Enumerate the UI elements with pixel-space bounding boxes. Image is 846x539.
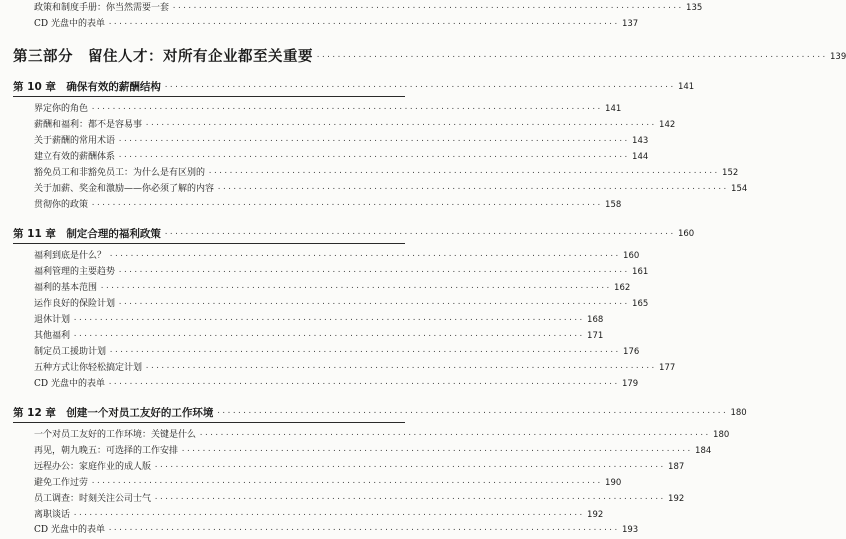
toc-entry-page: 192: [668, 494, 685, 504]
toc-entry: [34, 17, 639, 31]
dot-leader: ··································································································: [181, 447, 693, 455]
toc-entry: [34, 249, 640, 263]
dot-leader: ··································································································: [145, 121, 657, 129]
toc-entry: [34, 460, 685, 474]
toc-entry-title: 福利的基本范围: [34, 283, 98, 293]
chapter-rule: [13, 422, 405, 423]
toc-entry-page: 160: [623, 251, 640, 261]
toc-entry-title: CD 光盘中的表单: [34, 379, 105, 389]
toc-entry-page: 161: [632, 267, 649, 277]
chapter-heading: [13, 226, 695, 242]
toc-entry: [34, 361, 676, 375]
part-title: 第三部分 留住人才：对所有企业都至关重要: [13, 49, 313, 65]
toc-entry-page: 162: [614, 283, 631, 293]
toc-entry: [34, 508, 604, 522]
toc-entry: [34, 166, 739, 180]
dot-leader: ··································································································: [91, 479, 603, 487]
toc-entry-page: 158: [605, 200, 622, 210]
toc-entry: [34, 1, 703, 15]
toc-entry-page: 142: [659, 120, 676, 130]
toc-entry-title: 福利到底是什么？: [34, 251, 107, 261]
toc-entry-page: 168: [587, 315, 604, 325]
dot-leader: ··································································································: [199, 431, 711, 439]
dot-leader: ··································································································: [217, 185, 729, 193]
toc-entry-page: 184: [695, 446, 712, 456]
toc-entry: [34, 313, 604, 327]
chapter-title: 第 11 章 制定合理的福利政策: [13, 228, 161, 240]
toc-entry-title: 运作良好的保险计划: [34, 299, 116, 309]
dot-leader: ··································································································: [163, 230, 675, 238]
toc-entry-page: 152: [722, 168, 739, 178]
dot-leader: ··································································································: [73, 332, 585, 340]
toc-entry-title: 福利管理的主要趋势: [34, 267, 116, 277]
toc-entry-title: CD 光盘中的表单: [34, 19, 105, 29]
chapter-page: 141: [677, 82, 695, 92]
toc-entry: [34, 281, 631, 295]
toc-entry-page: 143: [632, 136, 649, 146]
dot-leader: ··································································································: [118, 300, 630, 308]
dot-leader: ··································································································: [118, 137, 630, 145]
toc-entry-page: 177: [659, 363, 676, 373]
dot-leader: ··································································································: [145, 364, 657, 372]
toc-entry: [34, 265, 649, 279]
dot-leader: ··································································································: [100, 284, 612, 292]
dot-leader: ··································································································: [172, 4, 684, 12]
toc-entry-title: 离职谈话: [34, 510, 71, 520]
toc-entry-title: 其他福利: [34, 331, 71, 341]
toc-entry-page: 141: [605, 104, 622, 114]
toc-entry-title: 关于加薪、奖金和激励——你必须了解的内容: [34, 184, 215, 194]
toc-entry-title: 制定员工援助计划: [34, 347, 107, 357]
dot-leader: ··································································································: [73, 316, 585, 324]
toc-entry-page: 176: [623, 347, 640, 357]
toc-entry: [34, 182, 748, 196]
toc-entry: [34, 523, 639, 537]
toc-entry-title: 薪酬和福利：都不是容易事: [34, 120, 143, 130]
toc-entry-title: 员工调查：时刻关注公司士气: [34, 494, 152, 504]
dot-leader: ··································································································: [163, 83, 675, 91]
toc-entry: [34, 476, 622, 490]
chapter-page: 160: [677, 229, 695, 239]
toc-entry: [34, 118, 676, 132]
toc-entry-page: 180: [713, 430, 730, 440]
toc-entry-title: 豁免员工和非豁免员工：为什么是有区别的: [34, 168, 206, 178]
toc-entry-page: 135: [686, 3, 703, 13]
toc-entry-page: 190: [605, 478, 622, 488]
toc-entry-title: CD 光盘中的表单: [34, 525, 105, 535]
toc-entry-title: 政策和制度手册：你当然需要一套: [34, 3, 170, 13]
toc-entry-title: 退休计划: [34, 315, 71, 325]
toc-entry: [34, 102, 622, 116]
toc-entry-page: 187: [668, 462, 685, 472]
dot-leader: ··································································································: [118, 153, 630, 161]
toc-entry: [34, 428, 730, 442]
dot-leader: ··································································································: [107, 526, 619, 534]
toc-entry-title: 界定你的角色: [34, 104, 89, 114]
toc-entry-page: 144: [632, 152, 649, 162]
chapter-page: 180: [730, 408, 747, 418]
dot-leader: ··································································································: [154, 495, 666, 503]
dot-leader: ··································································································: [109, 348, 621, 356]
toc-entry-page: 165: [632, 299, 649, 309]
chapter-rule: [13, 243, 405, 244]
dot-leader: ··································································································: [73, 511, 585, 519]
toc-entry-title: 贯彻你的政策: [34, 200, 89, 210]
toc-entry: [34, 377, 639, 391]
dot-leader: ··································································································: [216, 409, 728, 417]
toc-entry: [34, 297, 649, 311]
dot-leader: ··································································································: [208, 169, 720, 177]
chapter-rule: [13, 96, 405, 97]
dot-leader: ··································································································: [109, 252, 621, 260]
toc-entry: [34, 492, 685, 506]
toc-entry-title: 远程办公：家庭作业的成人版: [34, 462, 152, 472]
toc-entry-page: 193: [621, 525, 639, 535]
dot-leader: ··································································································: [91, 105, 603, 113]
toc-entry-page: 179: [621, 379, 639, 389]
toc-entry-title: 再见，朝九晚五：可选择的工作安排: [34, 446, 179, 456]
toc-entry: [34, 444, 712, 458]
toc-entry-title: 五种方式让你轻松搞定计划: [34, 363, 143, 373]
dot-leader: ··································································································: [316, 53, 828, 61]
toc-entry-page: 154: [731, 184, 748, 194]
chapter-title: 第 12 章 创建一个对员工友好的工作环境: [13, 407, 214, 419]
chapter-title: 第 10 章 确保有效的薪酬结构: [13, 81, 161, 93]
toc-entry-page: 192: [587, 510, 604, 520]
dot-leader: ··································································································: [107, 380, 619, 388]
dot-leader: ··································································································: [118, 268, 630, 276]
toc-entry-page: 171: [587, 331, 604, 341]
dot-leader: ··································································································: [107, 20, 619, 28]
toc-entry-page: 137: [621, 19, 639, 29]
chapter-heading: [13, 79, 695, 95]
toc-entry: [34, 150, 649, 164]
toc-entry: [34, 345, 640, 359]
toc-entry-title: 建立有效的薪酬体系: [34, 152, 116, 162]
toc-entry: [34, 134, 649, 148]
dot-leader: ··································································································: [91, 201, 603, 209]
part-heading: [13, 46, 846, 68]
part-page: 139: [830, 52, 846, 62]
toc-entry: [34, 198, 622, 212]
dot-leader: ··································································································: [154, 463, 666, 471]
toc-entry-title: 关于薪酬的常用术语: [34, 136, 116, 146]
toc-entry-title: 一个对员工友好的工作环境：关键是什么: [34, 430, 197, 440]
chapter-heading: [13, 405, 747, 421]
toc-entry-title: 避免工作过劳: [34, 478, 89, 488]
toc-entry: [34, 329, 604, 343]
